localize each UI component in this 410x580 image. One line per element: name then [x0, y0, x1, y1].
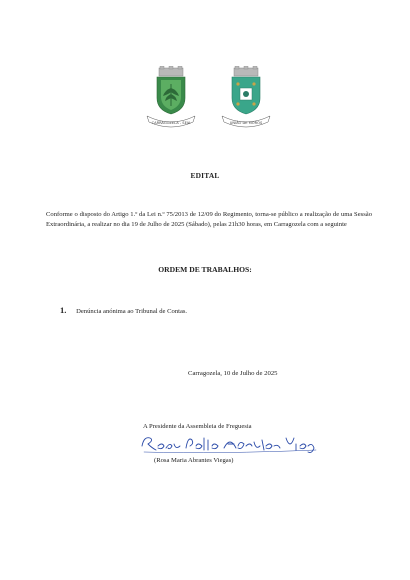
agenda-item-number: 1. — [60, 305, 67, 315]
signatory-name: (Rosa Maria Abrantes Viegas) — [154, 457, 234, 464]
notice-body: Conforme o disposto do Artigo 1.º da Lei n.º 75/2013 de 12/09 do Regimento, torna-se público a realização de uma Sessão Extraordinária, a realizar no dia 19 de Julho de 2025 (Sábado), pelas 21h30 horas, em Carragozela com a seguinte — [46, 211, 372, 228]
parish-coat-of-arms-icon — [143, 66, 199, 132]
agenda-item — [60, 305, 360, 315]
agenda-title: ORDEM DE TRABALHOS: — [158, 265, 252, 274]
parish-coat-of-arms-icon — [218, 66, 274, 132]
agenda-item-text: Denúncia anónima ao Tribunal de Contas. — [76, 308, 188, 315]
handwritten-signature — [140, 432, 320, 456]
svg-text:UNIÃO DE MOROS: UNIÃO DE MOROS — [229, 121, 263, 125]
svg-text:CARRAGOZELA - SEIA: CARRAGOZELA - SEIA — [151, 121, 191, 125]
document-title: EDITAL — [190, 171, 220, 180]
place-date: Carragozela, 10 de Julho de 2025 — [188, 370, 278, 377]
signatory-role: A Presidente da Assembleia de Freguesia — [143, 423, 252, 430]
